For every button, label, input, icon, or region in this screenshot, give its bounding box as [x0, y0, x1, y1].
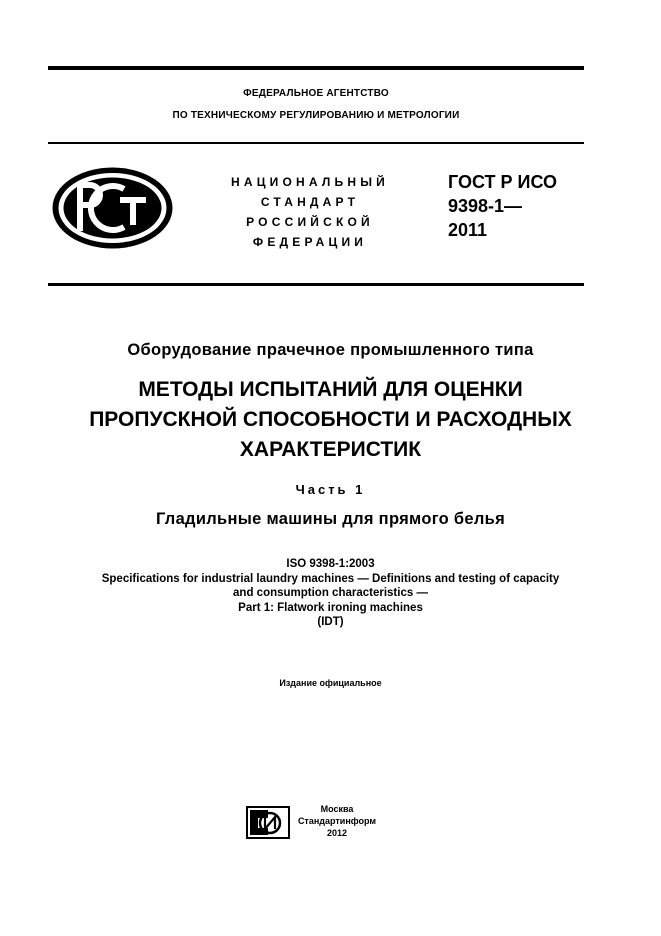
national-standard-line-1: НАЦИОНАЛЬНЫЙ [230, 175, 390, 189]
iso-line-1: ISO 9398-1:2003 [286, 558, 375, 570]
part-number: Часть 1 [295, 482, 366, 497]
rst-logo-icon [50, 165, 175, 251]
document-subtitle: Оборудование прачечное промышленного типа [127, 341, 534, 359]
standard-designation [448, 170, 598, 242]
agency-line-1: ФЕДЕРАЛЬНОЕ АГЕНТСТВО [243, 88, 389, 99]
document-title [0, 375, 661, 465]
publisher-name: Стандартинформ [297, 816, 377, 826]
title-line-3: ХАРАКТЕРИСТИК [239, 438, 422, 461]
publisher-block [292, 803, 382, 839]
logo-rule [48, 283, 584, 286]
header-rule [48, 142, 584, 144]
title-line-1: МЕТОДЫ ИСПЫТАНИЙ ДЛЯ ОЦЕНКИ [138, 378, 523, 401]
iso-reference [0, 557, 661, 630]
designation-line-3: 2011 [448, 220, 488, 240]
publisher-city: Москва [320, 804, 354, 814]
top-rule [48, 66, 584, 70]
agency-line-2: ПО ТЕХНИЧЕСКОМУ РЕГУЛИРОВАНИЮ И МЕТРОЛОГИИ [172, 110, 460, 121]
national-standard-line-4: ФЕДЕРАЦИИ [252, 235, 368, 249]
title-line-2: ПРОПУСКНОЙ СПОСОБНОСТИ И РАСХОДНЫХ [89, 408, 572, 431]
iso-line-5: (IDT) [317, 616, 344, 628]
iso-line-4: Part 1: Flatwork ironing machines [238, 601, 423, 614]
edition-label: Издание официальное [279, 678, 382, 688]
iso-line-3: and consumption characteristics — [233, 587, 428, 599]
designation-line-2: 9398-1— [448, 196, 523, 216]
national-standard-line-3: РОССИЙСКОЙ [246, 215, 374, 229]
publisher-year: 2012 [326, 828, 348, 838]
standartinform-logo-icon [246, 806, 290, 839]
iso-line-2: Specifications for industrial laundry machines — Definitions and testing of capacity [101, 572, 560, 585]
part-title: Гладильные машины для прямого белья [155, 510, 506, 528]
national-standard-block [205, 172, 415, 252]
designation-line-1: ГОСТ Р ИСО [448, 172, 558, 192]
national-standard-line-2: СТАНДАРТ [260, 195, 360, 209]
